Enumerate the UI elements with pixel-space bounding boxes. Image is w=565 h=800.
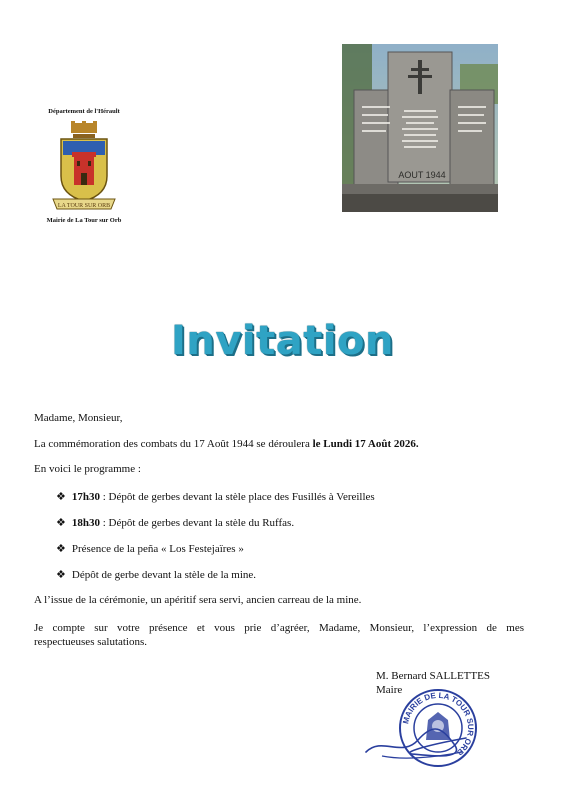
department-label: Département de l'Hérault	[48, 108, 120, 115]
aperitif-note: A l’issue de la cérémonie, un apéritif sera servi, ancien carreau de la mine.	[34, 594, 362, 606]
diamond-bullet-icon: ❖	[56, 569, 66, 581]
intro-text: La commémoration des combats du 17 Août 1944 se déroulera	[34, 438, 313, 450]
stele-photo	[342, 44, 498, 212]
closing-line: Je compte sur votre présence et vous prie d’agréer, Madame, Monsieur, l’expression de mes	[34, 622, 524, 634]
salutation: Madame, Monsieur,	[34, 412, 123, 424]
item-time: 18h30	[71, 517, 100, 529]
programme-item	[56, 490, 375, 503]
programme-item	[56, 542, 244, 555]
coat-of-arms-icon	[49, 121, 119, 213]
signatory-name: M. Bernard SALLETTES	[376, 670, 490, 682]
handwritten-signature	[362, 718, 472, 762]
item-time: 17h30	[71, 491, 100, 503]
mairie-label: Mairie de La Tour sur Orb	[46, 217, 122, 224]
programme-intro: En voici le programme :	[34, 463, 141, 475]
item-text: Présence de la peña « Los Festejaïres »	[71, 543, 244, 555]
item-text: : Dépôt de gerbes devant la stèle du Ruffas.	[100, 517, 295, 529]
invitation-title: Invitation	[170, 318, 395, 364]
svg-text:AOUT 1944: AOUT 1944	[398, 170, 446, 180]
diamond-bullet-icon: ❖	[56, 543, 66, 555]
svg-text:LA TOUR SUR ORB: LA TOUR SUR ORB	[57, 203, 111, 209]
intro-paragraph	[34, 438, 524, 450]
item-text: Dépôt de gerbe devant la stèle de la mine.	[71, 569, 257, 581]
diamond-bullet-icon: ❖	[56, 517, 66, 529]
item-text: : Dépôt de gerbes devant la stèle place des Fusillés à Vereilles	[100, 491, 375, 503]
diamond-bullet-icon: ❖	[56, 491, 66, 503]
intro-date: le Lundi 17 Août 2026.	[312, 438, 419, 450]
letterhead	[24, 108, 144, 224]
signatory-role: Maire	[376, 684, 403, 696]
programme-item	[56, 516, 294, 529]
svg-text:MAIRIE DE LA TOUR SUR ORB: MAIRIE DE LA TOUR SUR ORB	[401, 690, 476, 758]
programme-item	[56, 568, 256, 581]
closing-line-end: respectueuses salutations.	[34, 636, 148, 648]
